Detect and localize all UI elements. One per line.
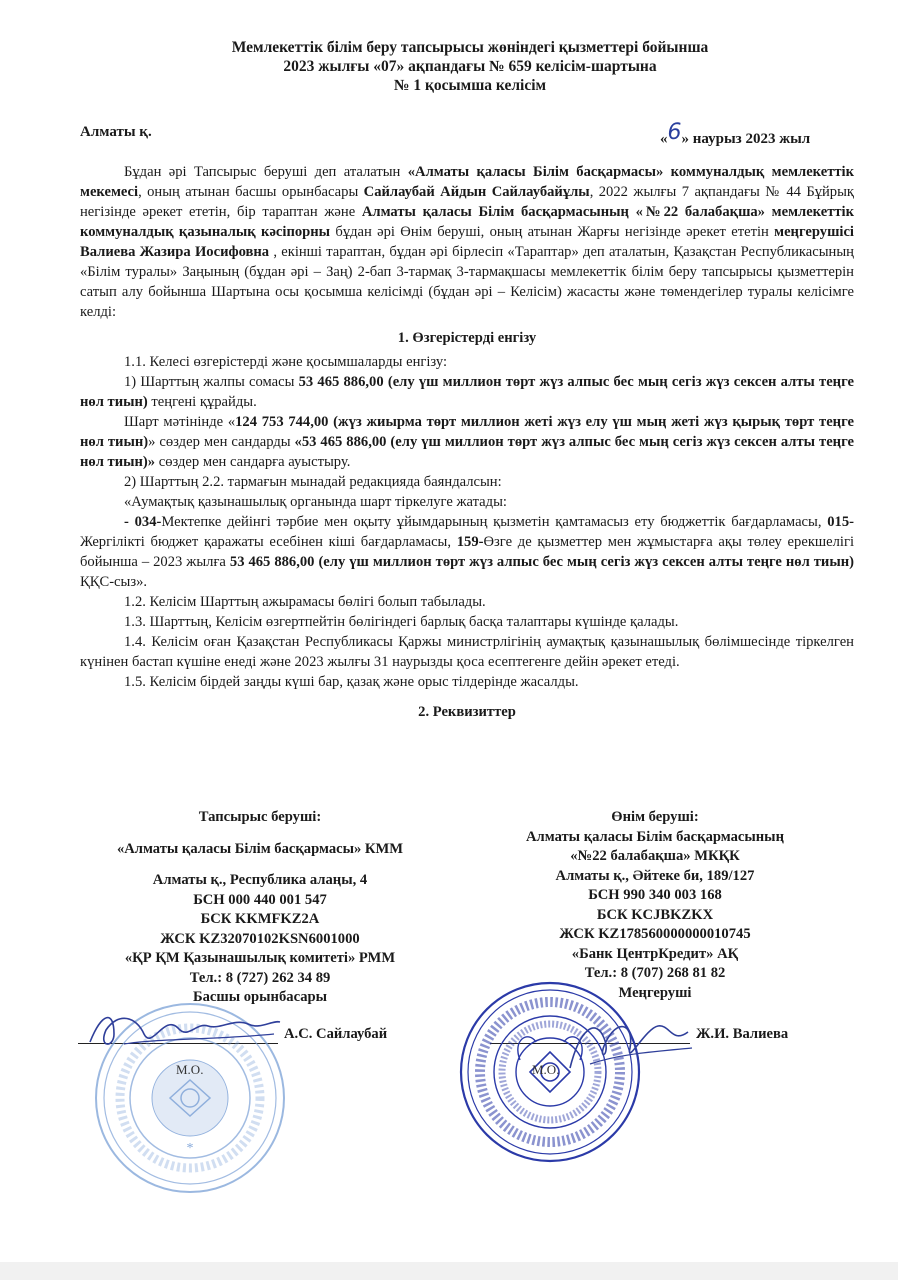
customer-org: «Алматы қаласы Білім басқармасы» КММ — [116, 840, 404, 857]
supplier-position: Меңгеруші — [618, 984, 692, 1001]
bold-span: - 034- — [124, 514, 162, 530]
title-line-3: № 1 қосымша келісім — [393, 77, 547, 94]
customer-bin: БСН 000 440 001 547 — [193, 891, 327, 908]
date-day-handwritten: 6 — [667, 120, 682, 145]
place: Алматы қ. — [80, 124, 152, 140]
customer-position: Басшы орынбасары — [192, 989, 328, 1005]
title-line-1: Мемлекеттік білім беру тапсырысы жөніндегі қызметтері бойынша — [231, 39, 709, 56]
bold-span: 124 753 744,00 (жүз жиырма төрт миллион жеті жүз елу үш мың жеті жүз қырық төрт теңге нөл тиын) — [80, 414, 854, 450]
clause-1-4: 1.4. Келісім оған Қазақстан Республикасы Қаржы министрлігінің аумақтық қазынашылық бөлімшесінде тіркелген күнінен бастап күшіне енеді және 2023 жылғы 31 наурызды қоса есептегенге дейін әрекет етеді. — [80, 634, 854, 670]
customer-bik: БСК KKMFKZ2A — [200, 911, 320, 927]
customer-requisites — [70, 808, 450, 1008]
supplier-bank: «Банк ЦентрКредит» АҚ — [571, 945, 739, 962]
text-span: » сөздер мен сандарды — [148, 434, 295, 450]
title-line-2: 2023 жылғы «07» ақпандағы № 659 келісім-шартына — [283, 58, 657, 75]
supplier-iik: ЖСК KZ178560000000010745 — [559, 926, 751, 942]
bold-span: 015- — [827, 514, 854, 530]
date-rest: » наурыз 2023 жыл — [681, 131, 811, 147]
bold-span: Алматы қаласы Білім басқармасының «№22 балабақша» мемлекеттік коммуналдық қазыналық кәсіпорны — [80, 204, 854, 240]
date-open: « — [660, 131, 668, 147]
text-span: , 2022 жылғы 7 ақпандағы № 44 Бұйрық негізінде әрекет ететін, бір тараптан және — [80, 184, 855, 220]
clause-1-1: 1.1. Келесі өзгерістерді және қосымшаларды енгізу: — [124, 354, 448, 370]
clause-1-1-1 — [80, 372, 854, 412]
document-title — [120, 38, 820, 95]
supplier-org-1: Алматы қаласы Білім басқармасының — [526, 828, 784, 845]
clause-budget — [80, 512, 854, 592]
customer-tel: Тел.: 8 (727) 262 34 89 — [189, 969, 331, 986]
clause-1-5: 1.5. Келісім бірдей заңды күші бар, қазақ және орыс тілдерінде жасалды. — [124, 674, 579, 690]
text-span: Шарт мәтінінде « — [124, 414, 236, 430]
supplier-signature-icon — [560, 1008, 700, 1078]
customer-signature-icon — [84, 1004, 284, 1054]
text-span: Бұдан әрі Тапсырыс беруші деп аталатын — [124, 164, 408, 180]
section-2-title: 2. Реквизиттер — [418, 704, 516, 720]
bold-span: «53 465 886,00 (елу үш миллион төрт жүз алпыс бес мың сегіз жүз сексен алты теңге нөл тиын)» — [80, 434, 854, 470]
supplier-address: Алматы қ., Әйтеке би, 189/127 — [555, 867, 755, 884]
clause-1-3: 1.3. Шарттың, Келісім өзгертпейтін бөлігіндегі барлық басқа талаптары күшінде қалады. — [124, 614, 679, 630]
text-span: , екінші тараптан, бұдан әрі бірлесіп «Тараптар» деп аталатын, Қазақстан Республикасының «Білім туралы» Заңының (бұдан әрі – Заң) 2-бап 3-тармақ 3-тармақшасы мемлекеттік білім беру тапсырысы қызметтерін сатып алу бойынша Шартына осы қосымша келісімді (бұдан әрі – Келісім) жасасты және төмендегілер туралы келісімге келді: — [80, 244, 854, 320]
text-span: бұдан әрі Өнім беруші, оның атынан Жарғы негізінде әрекет ететін — [330, 224, 775, 240]
bold-span: «Алматы қаласы Білім басқармасы» коммуналдық мемлекеттік мекемесі — [80, 164, 855, 200]
bold-span: 53 465 886,00 (елу үш миллион төрт жүз алпыс бес мың сегіз жүз сексен алты теңге нөл тиын) — [229, 554, 854, 570]
supplier-signer: Ж.И. Валиева — [696, 1026, 789, 1042]
text-span: сөздер мен сандарға ауыстыру. — [155, 454, 351, 470]
customer-bank: «ҚР ҚМ Қазынашылық комитеті» РММ — [124, 950, 396, 966]
text-span: Өзге де қызметтер мен жұмыстарға ақы төлеу ерекшелігі бойынша – 2023 жылға — [80, 534, 854, 570]
text-span: 1) Шарттың жалпы сомасы — [124, 374, 299, 390]
document-body — [80, 162, 854, 726]
customer-role: Тапсырыс беруші: — [198, 809, 322, 825]
customer-stamp-mo: М.О. — [176, 1062, 204, 1077]
document-date — [660, 120, 811, 149]
supplier-requisites — [470, 808, 840, 1003]
supplier-stamp-mo: М.О. — [532, 1062, 560, 1077]
supplier-bik: БСК KCJBKZKX — [596, 906, 714, 923]
text-span: , оның атынан басшы орынбасары — [138, 184, 364, 200]
supplier-bin: БСН 990 340 003 168 — [588, 887, 722, 903]
clause-1-2: 1.2. Келісім Шарттың ажырамасы бөлігі болып табылады. — [124, 594, 486, 610]
text-span: теңгені құрайды. — [147, 394, 257, 410]
customer-iik: ЖСК KZ32070102KSN6001000 — [160, 930, 360, 947]
text-span: Жергілікті бюджет қаражаты есебінен кіші бағдарламасы, — [80, 534, 457, 550]
svg-text:*: * — [186, 1141, 194, 1156]
bold-span: меңгерушісі Валиева Жазира Иосифовна — [80, 224, 854, 260]
clause-registration: «Аумақтық қазынашылық органында шарт тіркелуге жатады: — [124, 494, 507, 510]
supplier-org-2: «№22 балабақша» МКҚК — [570, 848, 740, 864]
text-span: ҚҚС-сыз». — [80, 574, 148, 590]
bold-span: 53 465 886,00 (елу үш миллион төрт жүз алпыс бес мың сегіз жүз сексен алты теңге нөл тиын) — [80, 374, 854, 410]
customer-signer: А.С. Сайлаубай — [284, 1026, 388, 1042]
supplier-tel: Тел.: 8 (707) 268 81 82 — [584, 965, 726, 981]
intro-paragraph — [80, 162, 854, 322]
clause-1-1-2: 2) Шарттың 2.2. тармағын мынадай редакцияда баяндалсын: — [124, 474, 502, 490]
clause-replace-text — [80, 412, 854, 472]
bold-span: Сайлаубай Айдын Сайлаубайұлы — [363, 184, 590, 200]
page-bottom-band — [0, 1262, 898, 1280]
supplier-role: Өнім беруші: — [611, 809, 699, 825]
customer-address: Алматы қ., Республика алаңы, 4 — [152, 872, 368, 888]
bold-span: 159- — [456, 534, 484, 550]
section-1-title: 1. Өзгерістерді енгізу — [397, 330, 537, 346]
text-span: Мектепке дейінгі тәрбие мен оқыту ұйымдарының қызметін қамтамасыз ету бюджеттік бағдарламасы, — [161, 514, 828, 530]
